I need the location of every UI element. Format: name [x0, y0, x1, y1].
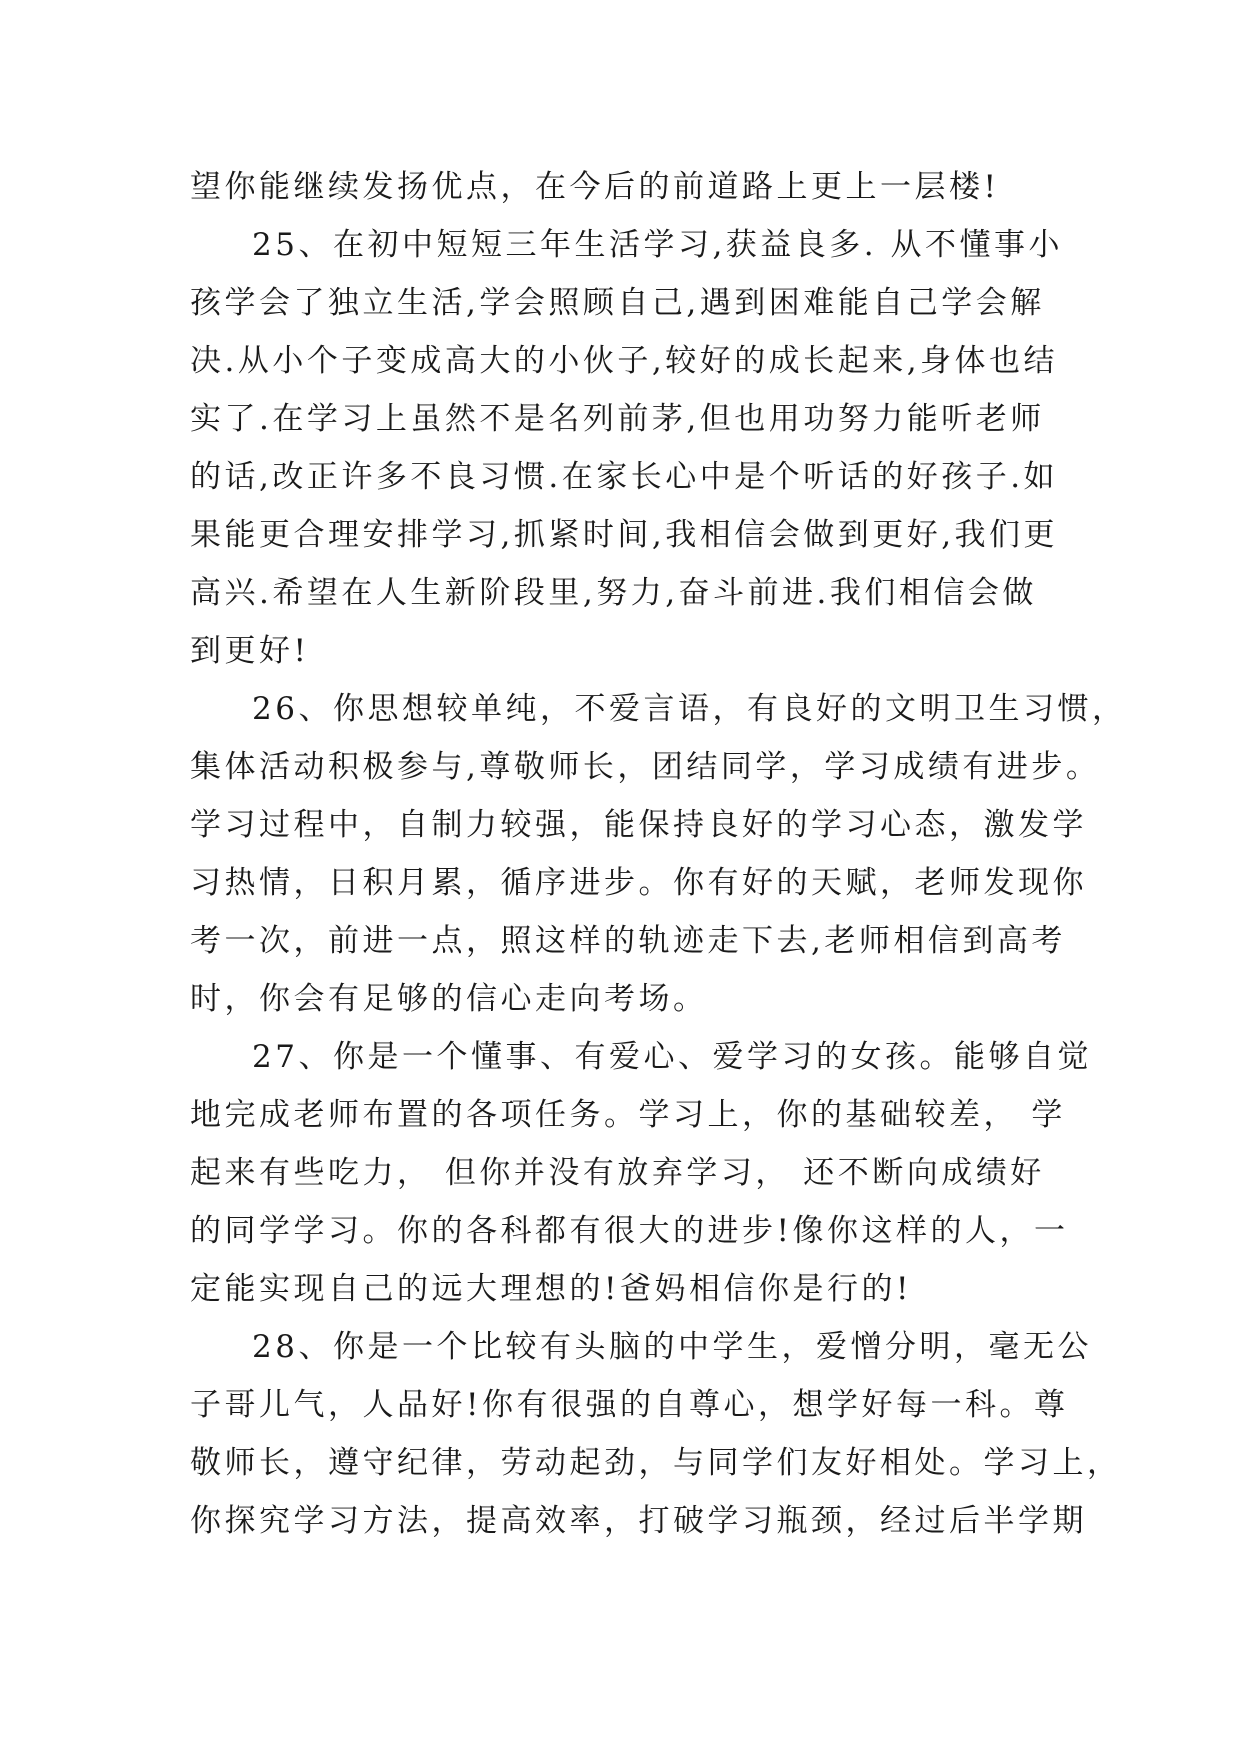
document-body: [190, 158, 1127, 1550]
text-line: 集体活动积极参与,尊敬师长，团结同学，学习成绩有进步。: [190, 749, 1101, 785]
text-line: 时，你会有足够的信心走向考场。: [190, 981, 708, 1017]
text-line: 27、你是一个懂事、有爱心、爱学习的女孩。能够自觉: [252, 1039, 1092, 1075]
text-line: 实了.在学习上虽然不是名列前茅,但也用功努力能听老师: [190, 401, 1045, 437]
text-line: 高兴.希望在人生新阶段里,努力,奋斗前进.我们相信会做: [190, 575, 1037, 611]
text-line: 你探究学习方法，提高效率，打破学习瓶颈，经过后半学期: [190, 1503, 1087, 1539]
text-line: 26、你思想较单纯，不爱言语，有良好的文明卫生习惯，: [252, 691, 1127, 727]
text-line: 28、你是一个比较有头脑的中学生，爱憎分明，毫无公: [252, 1329, 1092, 1365]
text-line: 的话,改正许多不良习惯.在家长心中是个听话的好孩子.如: [190, 459, 1059, 495]
text-line: 25、在初中短短三年生活学习,获益良多. 从不懂事小: [252, 227, 1064, 263]
text-line: 地完成老师布置的各项任务。学习上，你的基础较差， 学: [190, 1097, 1066, 1133]
text-line: 果能更合理安排学习,抓紧时间,我相信会做到更好,我们更: [190, 517, 1059, 553]
text-line: 习热情，日积月累，循序进步。你有好的天赋，老师发现你: [190, 865, 1087, 901]
text-line: 的同学学习。你的各科都有很大的进步!像你这样的人，一: [190, 1213, 1069, 1249]
text-line: 定能实现自己的远大理想的!爸妈相信你是行的!: [190, 1271, 912, 1307]
text-line: 子哥儿气，人品好!你有很强的自尊心，想学好每一科。尊: [190, 1387, 1069, 1423]
text-line: 到更好!: [190, 633, 310, 669]
text-line: 学习过程中，自制力较强，能保持良好的学习心态，激发学: [190, 807, 1087, 843]
text-line: 起来有些吃力， 但你并没有放弃学习， 还不断向成绩好: [190, 1155, 1045, 1191]
text-line: 望你能继续发扬优点，在今后的前道路上更上一层楼!: [190, 169, 1000, 205]
text-line: 决.从小个子变成高大的小伙子,较好的成长起来,身体也结: [190, 343, 1059, 379]
text-line: 考一次，前进一点，照这样的轨迹走下去,老师相信到高考: [190, 923, 1066, 959]
text-line: 敬师长，遵守纪律，劳动起劲，与同学们友好相处。学习上，: [190, 1445, 1122, 1481]
text-line: 孩学会了独立生活,学会照顾自己,遇到困难能自己学会解: [190, 285, 1045, 321]
